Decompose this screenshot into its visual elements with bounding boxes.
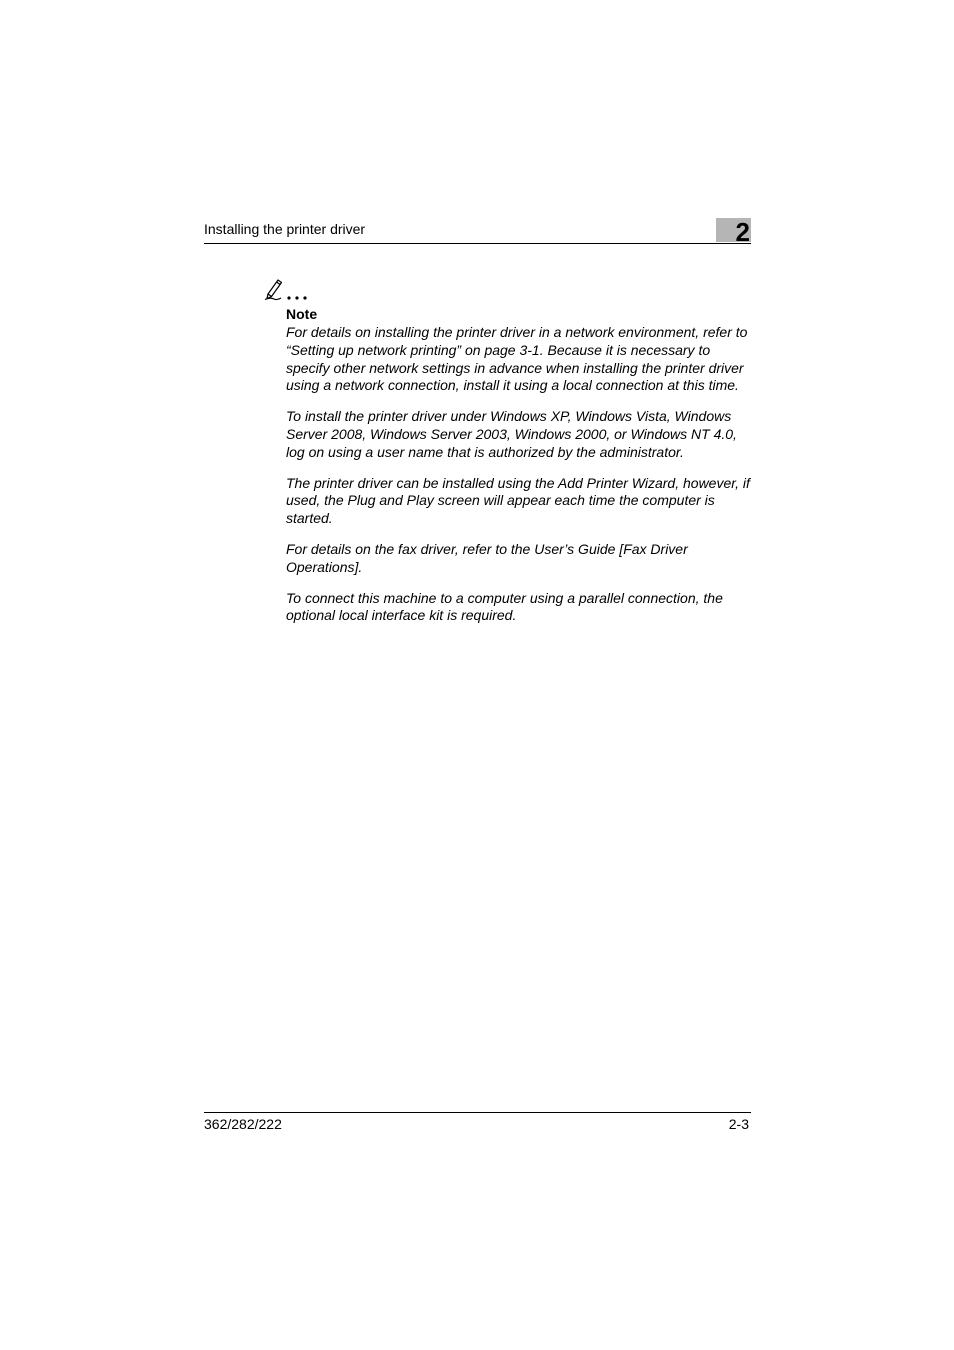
chapter-number: 2 [735, 217, 750, 247]
note-paragraph: The printer driver can be installed using the Add Printer Wizard, however, if used, the Plug and Play screen will appear each time the computer is started. [286, 474, 750, 527]
page-footer [204, 1112, 751, 1135]
pencil-note-icon [262, 276, 312, 304]
note-paragraph: For details on the fax driver, refer to the User’s Guide [Fax Driver Operations]. [286, 540, 688, 575]
footer-model: 362/282/222 [204, 1116, 282, 1132]
note-heading: Note [286, 306, 318, 322]
page-header [204, 217, 751, 247]
page-number: 2-3 [728, 1116, 749, 1132]
header-title: Installing the printer driver [204, 221, 366, 237]
chapter-tab [716, 217, 751, 247]
note-paragraph: To connect this machine to a computer using a parallel connection, the optional local interface kit is required. [286, 589, 723, 624]
note-paragraph: To install the printer driver under Windows XP, Windows Vista, Windows Server 2008, Windows Server 2003, Windows 2000, or Windows NT 4.0, log on using a user name that is authorized by the administrator. [286, 408, 737, 460]
note-paragraph: For details on installing the printer driver in a network environment, refer to “Setting up network printing” on page 3-1. Because it is necessary to specify other network settings in advance when installing the printer driver using a network connection, install it using a local connection at this time. [286, 324, 748, 394]
note-body [286, 324, 752, 638]
